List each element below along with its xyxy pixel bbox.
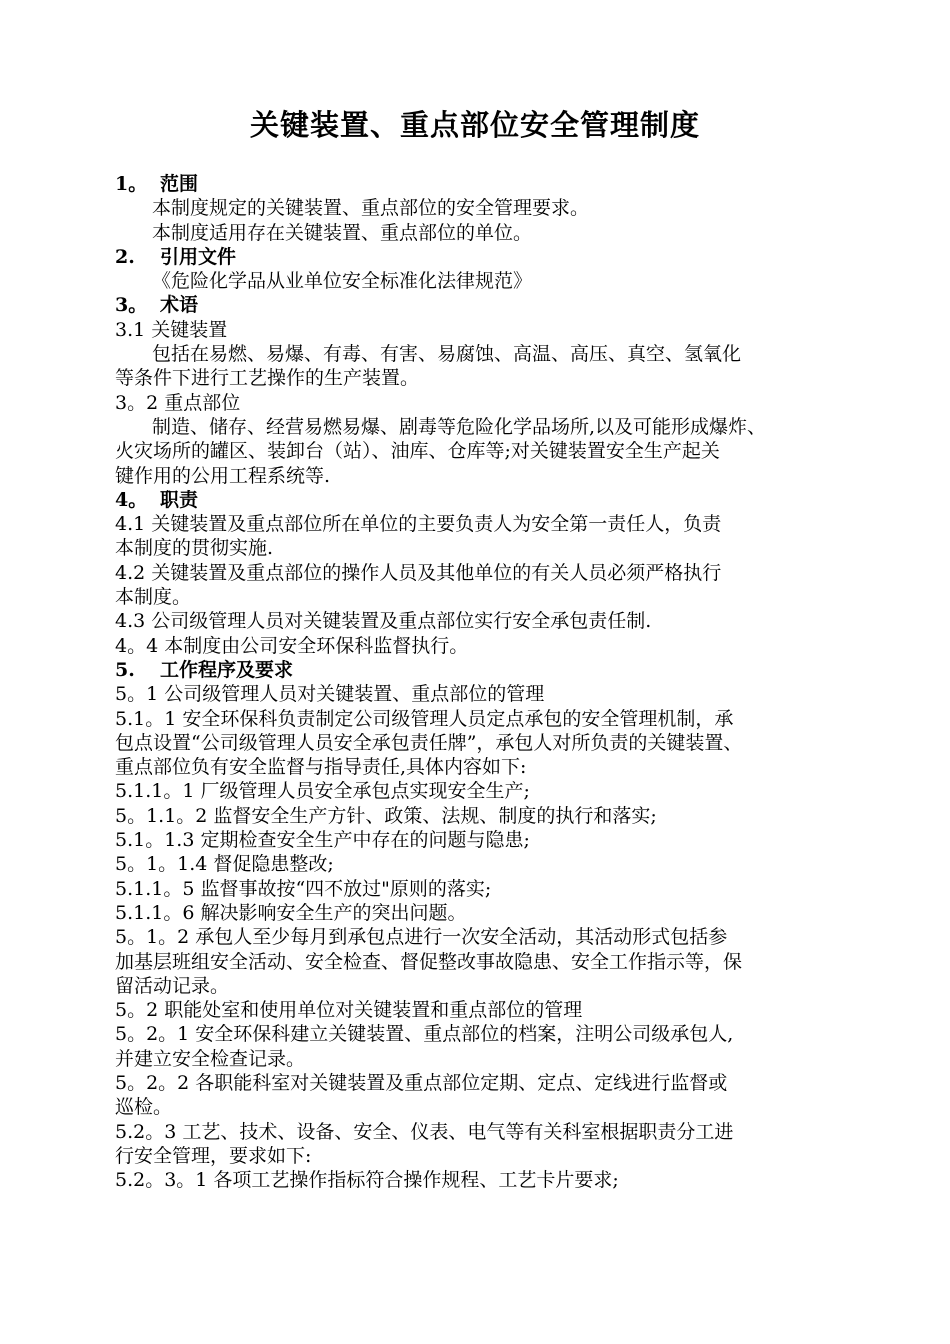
paragraph-line: 3.1 关键装置 <box>115 318 228 341</box>
paragraph-line: 4.1 关键装置及重点部位所在单位的主要负责人为安全第一责任人，负责 <box>115 513 722 536</box>
document-title: 关键装置、重点部位安全管理制度 <box>249 108 700 142</box>
section-number: 1。 <box>115 173 148 195</box>
paragraph-line: 4.2 关键装置及重点部位的操作人员及其他单位的有关人员必须严格执行 <box>115 561 722 584</box>
section-heading <box>115 172 875 196</box>
paragraph-line: 重点部位负有安全监督与指导责任,具体内容如下: <box>115 756 527 779</box>
paragraph-line: 本制度规定的关键装置、重点部位的安全管理要求。 <box>152 197 590 220</box>
paragraph-line: 火灾场所的罐区、装卸台（站）、油库、仓库等;对关键装置安全生产起关 <box>115 440 720 463</box>
paragraph-line: 行安全管理，要求如下: <box>115 1144 312 1167</box>
section-title: 引用文件 <box>160 245 237 268</box>
section-number: 5. <box>115 658 135 681</box>
paragraph-line: 本制度适用存在关键装置、重点部位的单位。 <box>152 221 533 244</box>
paragraph-line: 5.1.1。1 厂级管理人员安全承包点实现安全生产; <box>115 780 530 803</box>
section-heading <box>115 293 875 317</box>
section-number: 2. <box>115 245 135 268</box>
document-body <box>115 172 875 1192</box>
section-title: 术语 <box>160 294 199 317</box>
paragraph-line: 键作用的公用工程系统等. <box>115 464 331 487</box>
paragraph-line: 包点设置“公司级管理人员安全承包责任牌”，承包人对所负责的关键装置、 <box>115 731 743 754</box>
paragraph-line: 5。2。2 各职能科室对关键装置及重点部位定期、定点、定线进行监督或 <box>115 1071 728 1094</box>
paragraph-line: 5.1。1 安全环保科负责制定公司级管理人员定点承包的安全管理机制，承 <box>115 707 734 730</box>
paragraph-line: 5.1.1。5 监督事故按“四不放过"原则的落实; <box>115 877 492 900</box>
paragraph-line: 3。2 重点部位 <box>115 391 241 414</box>
paragraph-line: 包括在易燃、易爆、有毒、有害、易腐蚀、高温、高压、真空、氢氧化 <box>152 343 742 366</box>
paragraph-line: 4.3 公司级管理人员对关键装置及重点部位实行安全承包责任制. <box>115 610 652 633</box>
paragraph-line: 本制度的贯彻实施. <box>115 537 274 560</box>
paragraph-line: 5。2 职能处室和使用单位对关键装置和重点部位的管理 <box>115 999 583 1022</box>
paragraph-line: 4。4 本制度由公司安全环保科监督执行。 <box>115 634 469 657</box>
paragraph-line: 本制度。 <box>115 586 192 609</box>
section-title: 范围 <box>160 173 199 195</box>
paragraph-line: 加基层班组安全活动、安全检查、督促整改事故隐患、安全工作指示等，保 <box>115 950 743 973</box>
section-heading <box>115 245 875 269</box>
paragraph-line: 5。1 公司级管理人员对关键装置、重点部位的管理 <box>115 683 545 706</box>
section-number: 4。 <box>115 488 148 511</box>
paragraph-line: 巡检。 <box>115 1096 173 1119</box>
paragraph-line: 5.2。3 工艺、技术、设备、安全、仪表、电气等有关科室根据职责分工进 <box>115 1120 734 1143</box>
paragraph-line: 《危险化学品从业单位安全标准化法律规范》 <box>152 270 533 293</box>
paragraph-line: 5。1.1。2 监督安全生产方针、政策、法规、制度的执行和落实; <box>115 804 657 827</box>
section-title: 职责 <box>160 488 199 511</box>
paragraph-line: 5.2。3。1 各项工艺操作指标符合操作规程、工艺卡片要求; <box>115 1169 619 1192</box>
paragraph-line: 5.1.1。6 解决影响安全生产的突出问题。 <box>115 901 467 924</box>
paragraph-line: 并建立安全检查记录。 <box>115 1047 306 1070</box>
paragraph-line: 5。1。2 承包人至少每月到承包点进行一次安全活动，其活动形式包括参 <box>115 926 728 949</box>
paragraph-line: 制造、储存、经营易燃易爆、剧毒等危险化学品场所,以及可能形成爆炸、 <box>152 415 767 438</box>
section-heading <box>115 488 875 512</box>
section-heading <box>115 658 875 682</box>
paragraph-line: 5.1。1.3 定期检查安全生产中存在的问题与隐患; <box>115 829 530 852</box>
paragraph-line: 等条件下进行工艺操作的生产装置。 <box>115 367 420 390</box>
paragraph-line: 5。2。1 安全环保科建立关键装置、重点部位的档案，注明公司级承包人, <box>115 1023 734 1046</box>
section-number: 3。 <box>115 294 148 317</box>
section-title: 工作程序及要求 <box>160 658 294 681</box>
paragraph-line: 5。1。1.4 督促隐患整改; <box>115 853 334 876</box>
paragraph-line: 留活动记录。 <box>115 974 230 997</box>
